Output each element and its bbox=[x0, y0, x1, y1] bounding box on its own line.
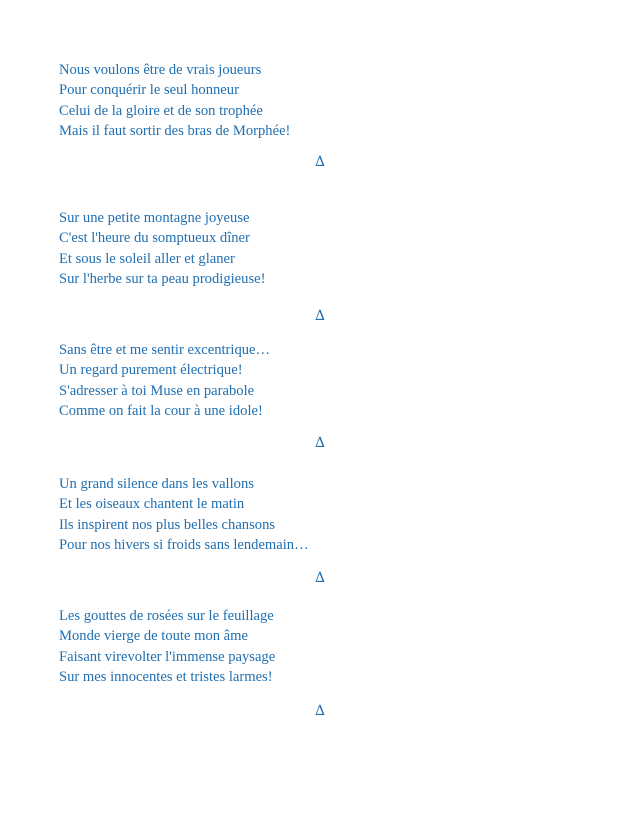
verse-line: Celui de la gloire et de son trophée bbox=[59, 102, 263, 119]
delta-separator: ∆ bbox=[315, 570, 325, 586]
verse-line: Pour conquérir le seul honneur bbox=[59, 82, 239, 99]
verse-line: Nous voulons être de vrais joueurs bbox=[59, 62, 262, 78]
delta-separator: ∆ bbox=[315, 435, 325, 451]
verse-line: Faisant virevolter l'immense paysage bbox=[59, 648, 276, 665]
verse-line: Pour nos hivers si froids sans lendemain… bbox=[59, 537, 309, 554]
verse-line: Un grand silence dans les vallons bbox=[59, 476, 254, 492]
verse-line: S'adresser à toi Muse en parabole bbox=[59, 382, 255, 399]
verse-line: Et sous le soleil aller et glaner bbox=[59, 250, 235, 267]
verse-line: Comme on fait la cour à une idole! bbox=[59, 403, 263, 420]
verse-line: Un regard purement électrique! bbox=[59, 362, 243, 379]
stanza-2 bbox=[59, 208, 579, 290]
verse-line: Mais il faut sortir des bras de Morphée! bbox=[59, 123, 291, 140]
verse-line: Les gouttes de rosées sur le feuillage bbox=[59, 608, 274, 624]
delta-separator: ∆ bbox=[315, 703, 325, 719]
verse-line: Sur une petite montagne joyeuse bbox=[59, 210, 250, 226]
delta-separator: ∆ bbox=[315, 154, 325, 170]
verse-line: Monde vierge de toute mon âme bbox=[59, 628, 248, 645]
stanza-4 bbox=[59, 474, 579, 556]
verse-line: Sur mes innocentes et tristes larmes! bbox=[59, 669, 273, 686]
verse-line: C'est l'heure du somptueux dîner bbox=[59, 230, 250, 247]
verse-line: Et les oiseaux chantent le matin bbox=[59, 496, 245, 513]
verse-line: Sans être et me sentir excentrique… bbox=[59, 342, 271, 358]
stanza-3 bbox=[59, 340, 579, 422]
verse-line: Ils inspirent nos plus belles chansons bbox=[59, 516, 276, 533]
delta-separator: ∆ bbox=[315, 308, 325, 324]
verse-line: Sur l'herbe sur ta peau prodigieuse! bbox=[59, 271, 266, 288]
stanza-1 bbox=[59, 60, 579, 142]
stanza-5 bbox=[59, 606, 579, 688]
